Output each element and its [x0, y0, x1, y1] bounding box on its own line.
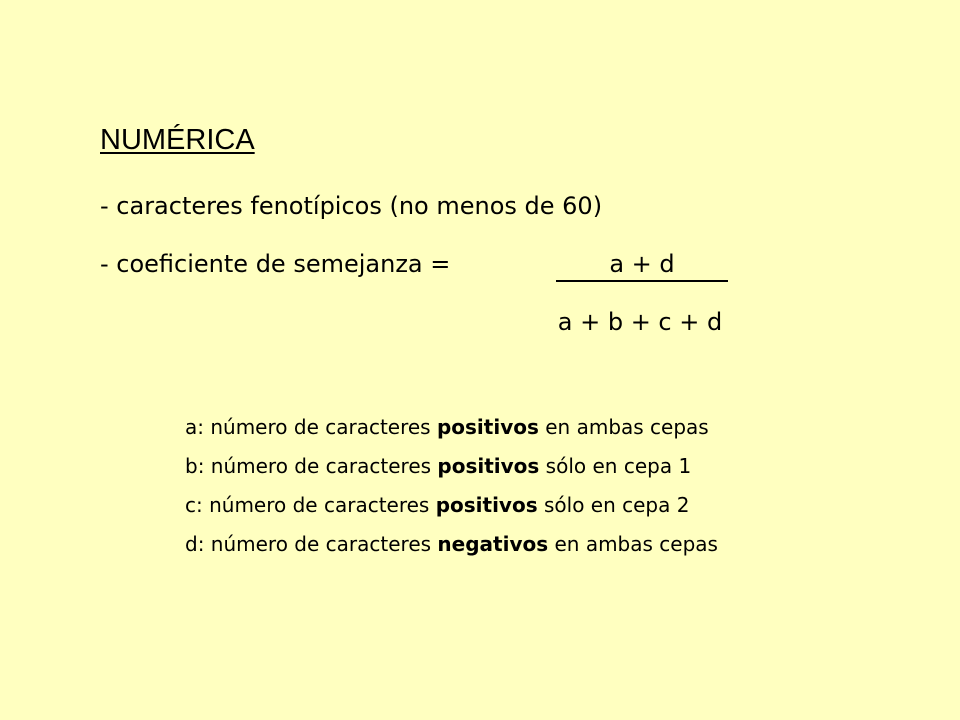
legend-text: a: número de caracteres [185, 415, 437, 439]
legend-text: c: número de caracteres [185, 493, 436, 517]
legend-text: sólo en cepa 1 [539, 454, 692, 478]
legend-text: d: número de caracteres [185, 532, 438, 556]
legend-text: b: número de caracteres [185, 454, 438, 478]
legend-emphasis: positivos [435, 493, 538, 517]
legend-text: en ambas cepas [538, 415, 709, 439]
legend-emphasis: positivos [437, 454, 540, 478]
legend-emphasis: positivos [436, 415, 539, 439]
legend-text: sólo en cepa 2 [537, 493, 690, 517]
formula-denominator: a + b + c + d [557, 308, 723, 336]
legend-emphasis: negativos [437, 532, 549, 556]
bullet-phenotypic-characters: - caracteres fenotípicos (no menos de 60) [100, 192, 603, 220]
legend-item-d [185, 525, 718, 564]
legend-item-b [185, 447, 718, 486]
variable-legend [185, 408, 718, 564]
legend-item-a [185, 408, 718, 447]
legend-item-c [185, 486, 718, 525]
slide-heading: NUMÉRICA [100, 124, 255, 156]
bullet-similarity-coefficient: - coeficiente de semejanza = [100, 250, 451, 278]
formula-numerator: a + d [556, 250, 728, 282]
legend-text: en ambas cepas [548, 532, 718, 556]
